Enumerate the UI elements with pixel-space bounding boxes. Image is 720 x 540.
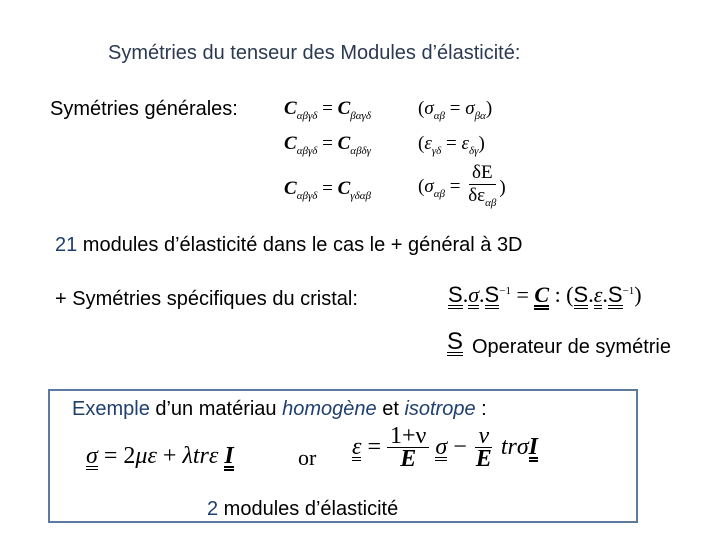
subscript: αβγδ [296, 190, 318, 202]
subscript: γδ [431, 145, 442, 157]
or-word: or [298, 445, 317, 470]
example-word: Exemple [72, 398, 150, 420]
subscript: αβγδ [296, 110, 318, 122]
symmetry-note-1: $(\sigma_{\alpha\beta} = \sigma_{\beta\alpha})$ [418, 98, 493, 122]
subscript: αβδγ [350, 145, 371, 157]
s-operator: S [484, 282, 500, 307]
s-operator: S [447, 328, 464, 355]
c-tensor: C [534, 285, 549, 310]
fraction-denominator: $\delta\varepsilon_{\alpha\beta}$ [468, 185, 497, 209]
homogeneous-word: homogène [282, 398, 377, 420]
s-operator: S [607, 282, 623, 307]
exponent: −1 [499, 285, 511, 297]
identity-tensor: I [224, 443, 234, 469]
fraction-numerator: 1+ν [387, 425, 429, 448]
modules-count-number: 21 [55, 234, 78, 256]
fraction-denominator: E [400, 446, 417, 472]
subscript: βαγδ [350, 110, 371, 122]
example-heading [72, 398, 487, 421]
footer-text: modules d’élasticité [218, 498, 399, 520]
fraction-numerator: ν [475, 425, 492, 448]
c-symbol: C [284, 178, 297, 199]
specific-symmetries-label: + Symétries spécifiques du cristal: [55, 288, 358, 310]
fraction-denominator: E [475, 446, 492, 472]
subscript: αβ [433, 110, 445, 122]
fraction-numerator: δE [469, 162, 496, 185]
modules-count-text: modules d’élasticité dans le cas le + général à 3D [77, 234, 523, 256]
c-symbol: C [284, 98, 297, 119]
operator-label: Operateur de symétrie [472, 336, 671, 358]
modules-count-line [55, 234, 523, 257]
compliance-equation: ε = $\frac{1+\nu}{E}$ σ − $\frac{\nu}{E}$ trσI [352, 423, 538, 472]
symmetry-equation-2: $C_{\alpha\beta\gamma\delta} = C_{\alpha\beta\delta\gamma}$ [284, 133, 371, 157]
s-operator: S [573, 282, 589, 307]
subscript: αβ [433, 188, 445, 200]
c-symbol: C [337, 178, 351, 199]
two-modules-number: 2 [207, 498, 219, 520]
subscript: αβγδ [296, 145, 318, 157]
page-title: Symétries du tenseur des Modules d’élasticité: [108, 42, 521, 64]
general-symmetries-label: Symétries générales: [50, 98, 238, 120]
symmetry-operator-symbol [447, 328, 463, 356]
crystal-symmetry-equation: $S.\sigma.S^{-1} = C$ : $(S.\varepsilon.S^{-1})$ [448, 282, 642, 310]
symmetry-note-3: ($\sigma_{\alpha\beta}$ = $\frac{\delta E}{\delta\varepsilon_{\alpha\beta}}$ ) [418, 162, 506, 214]
c-symbol: C [337, 98, 351, 119]
symmetry-equation-3: $C_{\alpha\beta\gamma\delta} = C_{\gamma\delta\alpha\beta}$ [284, 178, 371, 202]
hooke-law-equation: σ = 2με + λtrε I [86, 443, 234, 469]
exponent: −1 [622, 285, 635, 297]
example-text: d’un matériau [149, 398, 283, 420]
example-footer [207, 498, 398, 521]
fraction [387, 425, 429, 470]
s-operator: S [448, 282, 463, 307]
isotropic-word: isotrope [404, 398, 476, 420]
identity-tensor: I [528, 433, 538, 460]
fraction [473, 425, 495, 470]
c-symbol: C [284, 133, 297, 154]
derivative-fraction [465, 162, 499, 214]
symmetry-equation-1: $C_{\alpha\beta\gamma\delta} = C_{\beta\alpha\gamma\delta}$ [284, 98, 371, 122]
symmetry-note-2: $(\varepsilon_{\gamma\delta} = \varepsilon_{\delta\gamma})$ [418, 133, 485, 157]
subscript: βα [474, 110, 486, 122]
example-text: et [376, 398, 405, 420]
subscript: δγ [469, 145, 479, 157]
c-symbol: C [337, 133, 351, 154]
subscript: γδαβ [350, 190, 371, 202]
example-text: : [475, 398, 487, 420]
